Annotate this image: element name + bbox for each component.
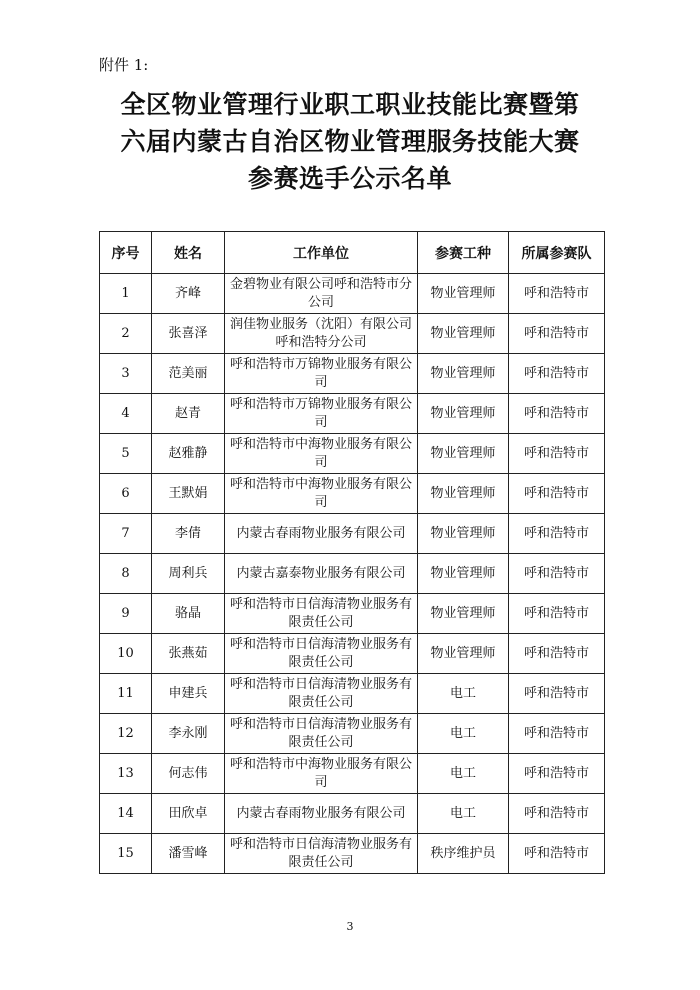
attachment-label: 附件 1: [99,56,149,74]
header-team: 所属参赛队 [509,232,605,274]
cell-name: 何志伟 [152,754,225,794]
cell-trade: 电工 [418,794,509,834]
cell-index: 7 [100,514,152,554]
cell-workplace: 金碧物业有限公司呼和浩特市分公司 [225,274,418,314]
cell-team: 呼和浩特市 [509,434,605,474]
cell-index: 12 [100,714,152,754]
cell-workplace: 呼和浩特市日信海清物业服务有限责任公司 [225,714,418,754]
cell-team: 呼和浩特市 [509,394,605,434]
cell-index: 4 [100,394,152,434]
cell-trade: 物业管理师 [418,634,509,674]
cell-name: 田欣卓 [152,794,225,834]
cell-index: 14 [100,794,152,834]
cell-workplace: 内蒙古春雨物业服务有限公司 [225,514,418,554]
cell-index: 15 [100,834,152,874]
cell-index: 2 [100,314,152,354]
table-row [100,794,605,834]
cell-index: 5 [100,434,152,474]
cell-index: 11 [100,674,152,714]
cell-workplace: 呼和浩特市日信海清物业服务有限责任公司 [225,834,418,874]
cell-trade: 物业管理师 [418,274,509,314]
cell-workplace: 呼和浩特市万锦物业服务有限公司 [225,354,418,394]
cell-index: 10 [100,634,152,674]
cell-team: 呼和浩特市 [509,834,605,874]
cell-index: 1 [100,274,152,314]
table-body [100,274,605,874]
table-row [100,714,605,754]
header-workplace: 工作单位 [225,232,418,274]
cell-index: 13 [100,754,152,794]
cell-name: 李倩 [152,514,225,554]
table-header-row [100,232,605,274]
cell-team: 呼和浩特市 [509,274,605,314]
cell-workplace: 呼和浩特市中海物业服务有限公司 [225,754,418,794]
cell-team: 呼和浩特市 [509,674,605,714]
cell-name: 张燕茹 [152,634,225,674]
cell-workplace: 呼和浩特市万锦物业服务有限公司 [225,394,418,434]
table-row [100,594,605,634]
table-row [100,634,605,674]
cell-name: 申建兵 [152,674,225,714]
table-row [100,354,605,394]
table-row [100,554,605,594]
table-row [100,314,605,354]
cell-team: 呼和浩特市 [509,754,605,794]
cell-workplace: 内蒙古春雨物业服务有限公司 [225,794,418,834]
cell-trade: 物业管理师 [418,554,509,594]
table-row [100,754,605,794]
table-row [100,474,605,514]
cell-workplace: 呼和浩特市日信海清物业服务有限责任公司 [225,674,418,714]
header-trade: 参赛工种 [418,232,509,274]
table-row [100,394,605,434]
title-line: 参赛选手公示名单 [247,164,452,193]
cell-name: 王默娟 [152,474,225,514]
cell-index: 8 [100,554,152,594]
cell-index: 9 [100,594,152,634]
table-row [100,834,605,874]
cell-workplace: 呼和浩特市日信海清物业服务有限责任公司 [225,594,418,634]
cell-team: 呼和浩特市 [509,354,605,394]
cell-trade: 物业管理师 [418,394,509,434]
cell-name: 周利兵 [152,554,225,594]
cell-trade: 物业管理师 [418,514,509,554]
cell-name: 骆晶 [152,594,225,634]
cell-name: 赵雅静 [152,434,225,474]
title-line: 六届内蒙古自治区物业管理服务技能大赛 [120,127,580,156]
page-number: 3 [346,920,354,933]
table-row [100,674,605,714]
cell-trade: 物业管理师 [418,354,509,394]
cell-team: 呼和浩特市 [509,514,605,554]
cell-workplace: 呼和浩特市中海物业服务有限公司 [225,474,418,514]
header-index: 序号 [100,232,152,274]
cell-team: 呼和浩特市 [509,714,605,754]
cell-name: 张喜泽 [152,314,225,354]
cell-team: 呼和浩特市 [509,794,605,834]
cell-team: 呼和浩特市 [509,314,605,354]
cell-trade: 电工 [418,714,509,754]
document-title [0,86,700,197]
table-row [100,434,605,474]
cell-team: 呼和浩特市 [509,634,605,674]
cell-name: 李永刚 [152,714,225,754]
cell-name: 赵青 [152,394,225,434]
title-line: 全区物业管理行业职工职业技能比赛暨第 [120,90,580,119]
cell-trade: 电工 [418,674,509,714]
cell-trade: 物业管理师 [418,474,509,514]
cell-name: 范美丽 [152,354,225,394]
table-row [100,274,605,314]
cell-trade: 物业管理师 [418,594,509,634]
cell-index: 3 [100,354,152,394]
cell-trade: 物业管理师 [418,314,509,354]
table-row [100,514,605,554]
cell-name: 潘雪峰 [152,834,225,874]
cell-trade: 电工 [418,754,509,794]
cell-trade: 物业管理师 [418,434,509,474]
cell-team: 呼和浩特市 [509,554,605,594]
cell-workplace: 润佳物业服务（沈阳）有限公司呼和浩特分公司 [225,314,418,354]
header-name: 姓名 [152,232,225,274]
cell-team: 呼和浩特市 [509,474,605,514]
cell-workplace: 内蒙古嘉泰物业服务有限公司 [225,554,418,594]
cell-workplace: 呼和浩特市日信海清物业服务有限责任公司 [225,634,418,674]
cell-trade: 秩序维护员 [418,834,509,874]
cell-team: 呼和浩特市 [509,594,605,634]
cell-index: 6 [100,474,152,514]
contestant-table [99,231,605,874]
cell-workplace: 呼和浩特市中海物业服务有限公司 [225,434,418,474]
cell-name: 齐峰 [152,274,225,314]
